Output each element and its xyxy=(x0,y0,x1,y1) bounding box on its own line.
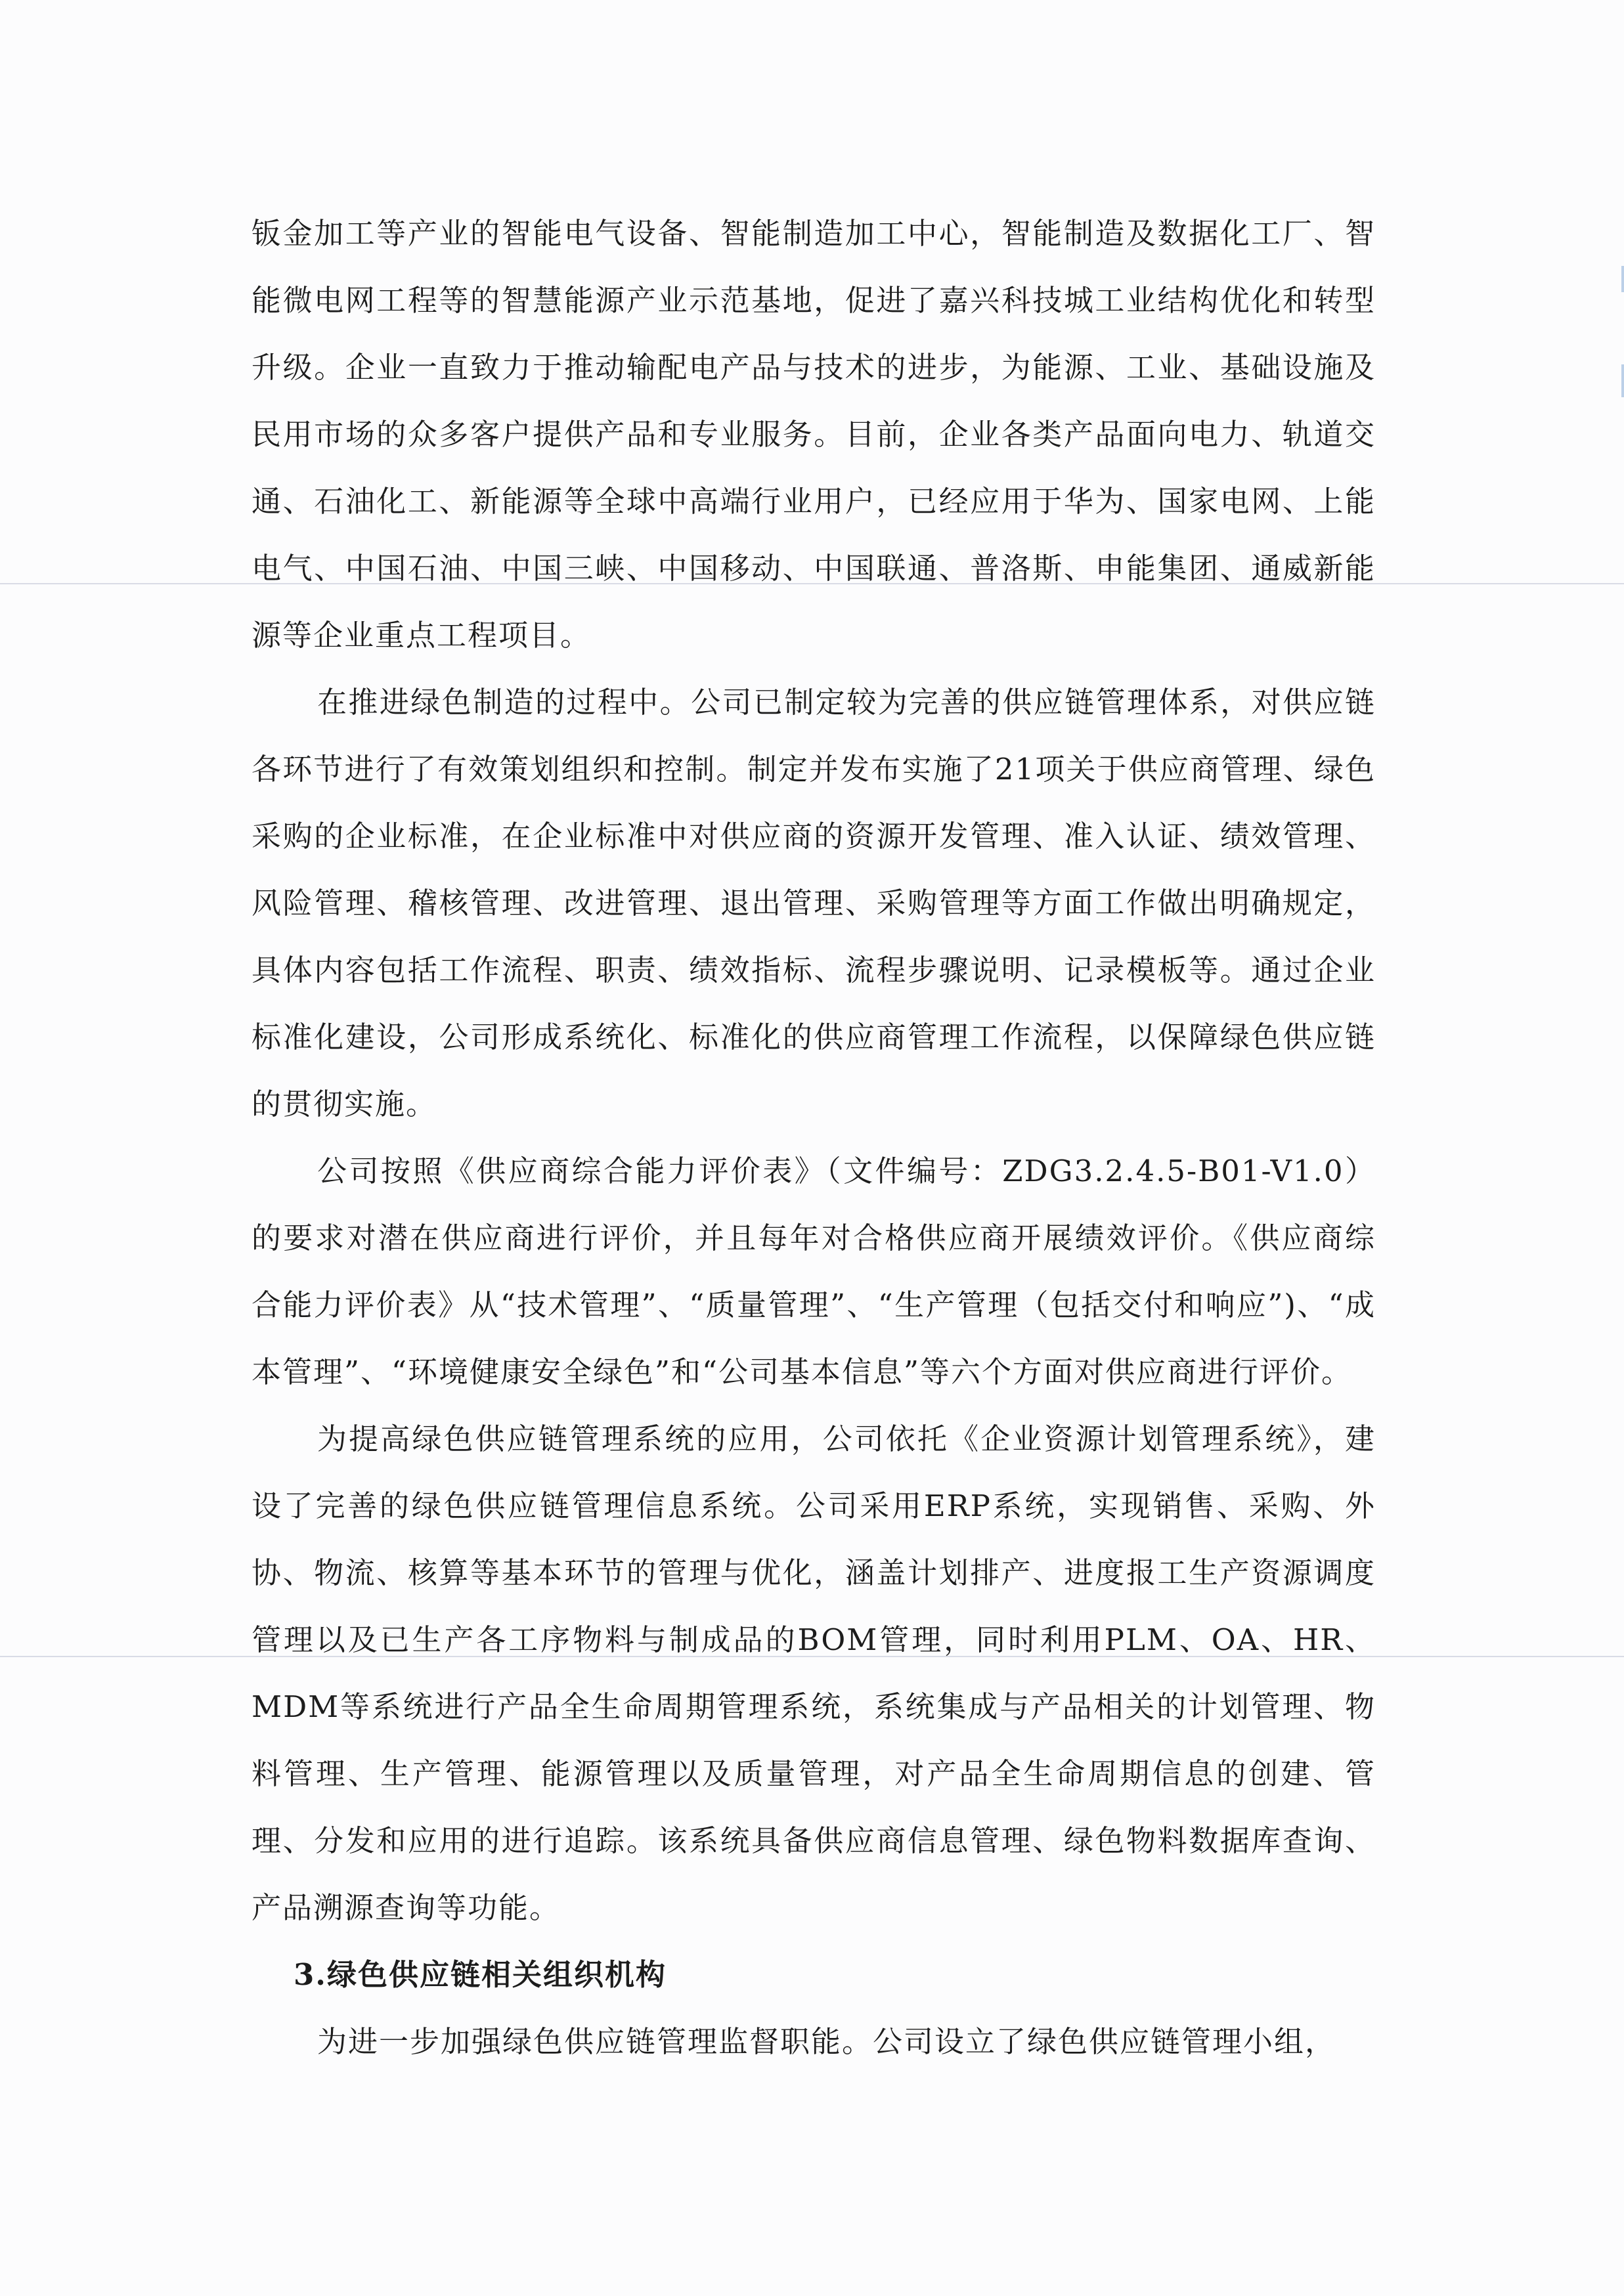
paragraph-company-products: 钣金加工等产业的智能电气设备、智能制造加工中心，智能制造及数据化工厂、智能微电网工程等的智慧能源产业示范基地，促进了嘉兴科技城工业结构优化和转型升级。企业一直致力于推动输配电产品与技术的进步，为能源、工业、基础设施及民用市场的众多客户提供产品和专业服务。目前，企业各类产品面向电力、轨道交通、石油化工、新能源等全球中高端行业用户，已经应用于华为、国家电网、上能电气、中国石油、中国三峡、中国移动、中国联通、普洛斯、申能集团、通威新能源等企业重点工程项目。 xyxy=(252,216,1376,653)
section-heading: 3.绿色供应链相关组织机构 xyxy=(294,1957,667,1992)
document-body xyxy=(252,200,1376,2075)
paragraph-supplier-evaluation: 公司按照《供应商综合能力评价表》（文件编号：ZDG3.2.4.5-B01-V1.0）的要求对潜在供应商进行评价，并且每年对合格供应商开展绩效评价。《供应商综合能力评价表》从“技术管理”、“质量管理”、“生产管理（包括交付和响应”)、“成本管理”、“环境健康安全绿色”和“公司基本信息”等六个方面对供应商进行评价。 xyxy=(252,1154,1376,1389)
scan-edge-mark xyxy=(1621,266,1624,292)
scan-edge-mark xyxy=(1621,364,1624,397)
paragraph-information-system: 为提高绿色供应链管理系统的应用，公司依托《企业资源计划管理系统》，建设了完善的绿色供应链管理信息系统。公司采用ERP系统，实现销售、采购、外协、物流、核算等基本环节的管理与优化，涵盖计划排产、进度报工生产资源调度管理以及已生产各工序物料与制成品的BOM管理，同时利用PLM、OA、HR、MDM等系统进行产品全生命周期管理系统，系统集成与产品相关的计划管理、物料管理、生产管理、能源管理以及质量管理，对产品全生命周期信息的创建、管理、分发和应用的进行追踪。该系统具备供应商信息管理、绿色物料数据库查询、产品溯源查询等功能。 xyxy=(252,1421,1376,1925)
paragraph-organization: 为进一步加强绿色供应链管理监督职能。公司设立了绿色供应链管理小组， xyxy=(317,2024,1336,2059)
paragraph-supply-chain-system: 在推进绿色制造的过程中。公司已制定较为完善的供应链管理体系，对供应链各环节进行了有效策划组织和控制。制定并发布实施了21项关于供应商管理、绿色采购的企业标准，在企业标准中对供应商的资源开发管理、准入认证、绩效管理、风险管理、稽核管理、改进管理、退出管理、采购管理等方面工作做出明确规定，具体内容包括工作流程、职责、绩效指标、流程步骤说明、记录模板等。通过企业标准化建设，公司形成系统化、标准化的供应商管理工作流程，以保障绿色供应链的贯彻实施。 xyxy=(252,685,1376,1121)
